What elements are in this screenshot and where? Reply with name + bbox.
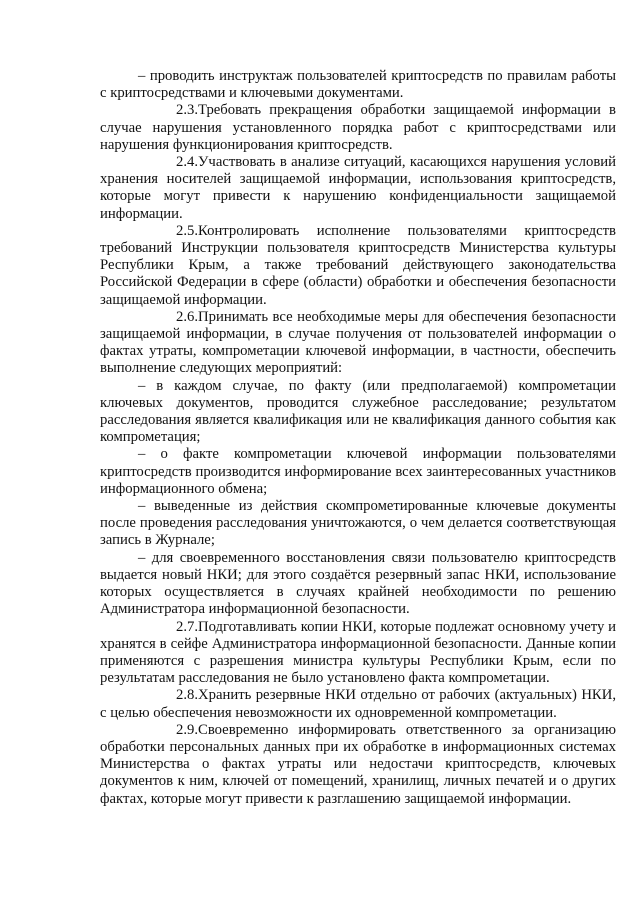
paragraph-text: – выведенные из действия скомпрометированные ключевые документы после проведения расследования уничтожаются, о чем делается соответствующая запись в Журнале;	[100, 498, 616, 549]
paragraph-number: 2.5.	[176, 222, 199, 239]
document-page	[100, 68, 616, 808]
paragraph-text: Подготавливать копии НКИ, которые подлежат основному учету и хранятся в сейфе Администратора информационной безопасности. Данные копии применяются с разрешения министра культуры Республики Крым, если по результатам расследования не было установлено факта компрометации.	[100, 618, 616, 687]
paragraph-text: – проводить инструктаж пользователей криптосредств по правилам работы с криптосредствами и ключевыми документами.	[100, 68, 616, 102]
paragraph-text: Своевременно информировать ответственного за организацию обработки персональных данных при их обработке в информационных системах Министерства о фактах утраты или недостачи криптосредств, ключевых документов к ним, ключей от помещений, хранилищ, личных печатей и о других фактах, которые могут привести к разглашению защищаемой информации.	[100, 721, 616, 807]
paragraph-text: – для своевременного восстановления связи пользователю криптосредств выдается новый НКИ; для этого создаётся резервный запас НКИ, использование которых осуществляется в случаях крайней необходимости по решению Администратора информационной безопасности.	[100, 549, 616, 618]
paragraph-2-7	[100, 619, 616, 688]
paragraph-2-6	[100, 309, 616, 378]
paragraph-text: Участвовать в анализе ситуаций, касающихся нарушения условий хранения носителей защищаемой информации, использования криптосредств, которые могут привести к нарушению конфиденциальности защищаемой информации.	[100, 154, 616, 222]
paragraph-bullet-instruct	[100, 68, 616, 102]
paragraph-bullet-reserve	[100, 550, 616, 619]
paragraph-text: Принимать все необходимые меры для обеспечения безопасности защищаемой информации, в случае получения от пользователей информации о фактах утраты, компрометации ключевой информации, в частности, обеспечить выполнение следующих мероприятий:	[100, 308, 616, 377]
paragraph-2-8	[100, 687, 616, 721]
paragraph-number: 2.3.	[176, 102, 199, 119]
paragraph-bullet-investigation	[100, 378, 616, 447]
paragraph-2-3	[100, 102, 616, 154]
paragraph-text: Хранить резервные НКИ отдельно от рабочих (актуальных) НКИ, с целью обеспечения невозможности их одновременной компрометации.	[100, 687, 616, 721]
paragraph-text: Контролировать исполнение пользователями криптосредств требований Инструкции пользователя криптосредств Министерства культуры Республики Крым, а также требований действующего законодательства Российской Федерации в сфере (области) обработки и обеспечения безопасности защищаемой информации.	[100, 222, 616, 308]
paragraph-number: 2.6.	[176, 308, 199, 325]
paragraph-number: 2.8.	[176, 687, 199, 704]
paragraph-bullet-inform	[100, 446, 616, 498]
paragraph-number: 2.7.	[176, 618, 199, 635]
paragraph-bullet-destroy	[100, 498, 616, 550]
paragraph-2-5	[100, 223, 616, 309]
paragraph-number: 2.9.	[176, 721, 199, 738]
paragraph-text: Требовать прекращения обработки защищаемой информации в случае нарушения установленного порядка работ с криптосредствами или нарушения функционирования криптосредств.	[100, 102, 616, 153]
paragraph-2-4	[100, 154, 616, 223]
paragraph-text: – в каждом случае, по факту (или предполагаемой) компрометации ключевых документов, проводится служебное расследование; результатом расследования является квалификация или не квалификация данного события как компрометация;	[100, 377, 616, 446]
paragraph-2-9	[100, 722, 616, 808]
paragraph-text: – о факте компрометации ключевой информации пользователями криптосредств производится информирование всех заинтересованных участников информационного обмена;	[100, 446, 616, 497]
paragraph-number: 2.4.	[176, 154, 199, 171]
